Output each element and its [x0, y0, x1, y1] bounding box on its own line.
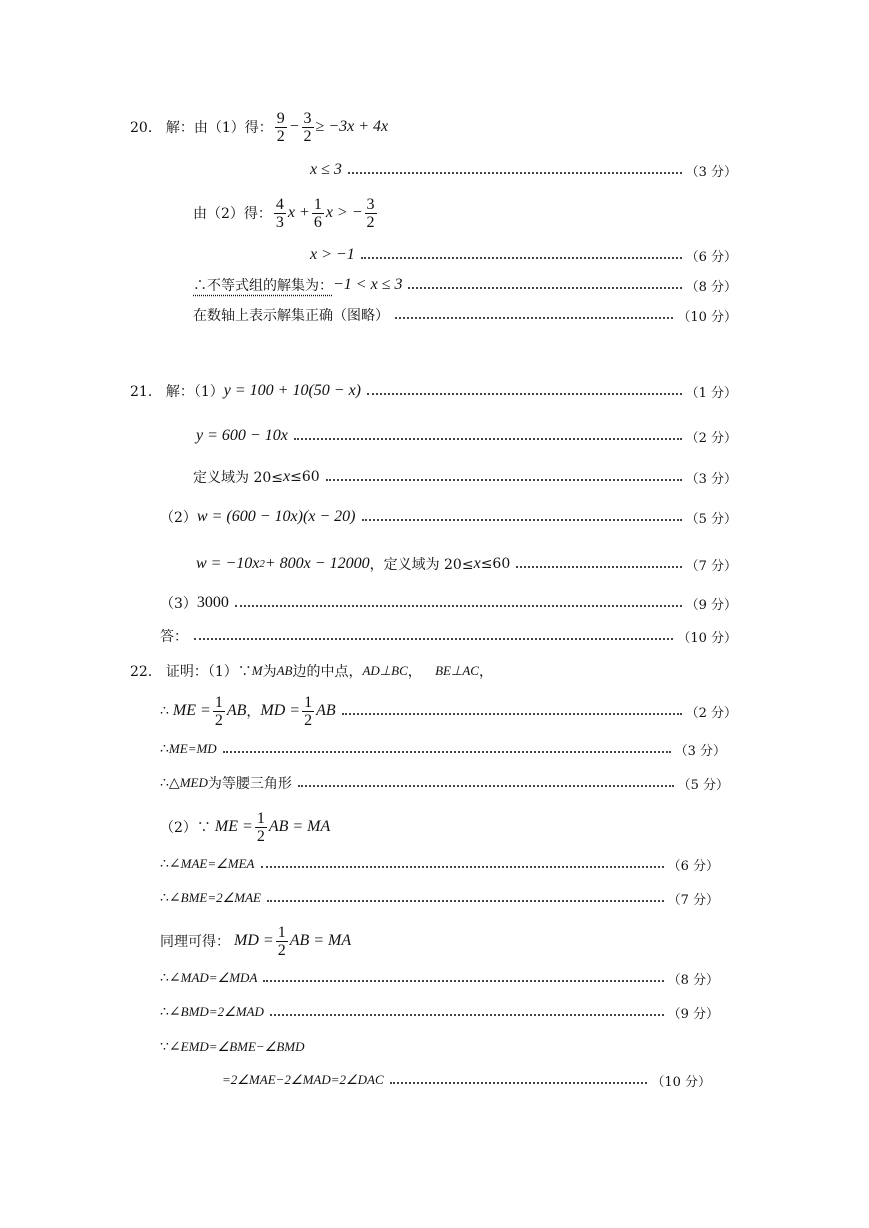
- q22-l1-pre: ∴: [160, 703, 169, 719]
- q20-score3: （8 分）: [685, 279, 737, 295]
- q22-l4-left: ME =: [214, 818, 253, 835]
- q22-score5: （7 分）: [667, 892, 719, 908]
- q22-l7-frac: $\frac{1}{2}$: [277, 923, 286, 959]
- q22-line6: [160, 853, 719, 875]
- q21-domain-post: ≤60: [290, 469, 320, 485]
- q22-score2: （3 分）: [674, 743, 726, 759]
- leader-dots: [263, 980, 663, 982]
- q21-p3-val: 3000: [196, 594, 229, 611]
- q20-line4: [310, 244, 737, 266]
- q22-l1-eq2-left: MD =: [260, 702, 301, 719]
- q20-f2-tail: x > −: [325, 204, 363, 221]
- q21-score4: （5 分）: [685, 511, 737, 527]
- q20-number: 20．: [130, 120, 162, 136]
- q22-l1-eq1-left: ME =: [172, 702, 211, 719]
- q20-line2: [310, 159, 737, 181]
- q20-score2: （6 分）: [685, 249, 737, 265]
- q22-l4-right: AB = MA: [268, 818, 331, 835]
- q22-l1-eq1-right: AB: [226, 702, 247, 719]
- leader-dots: [270, 1014, 664, 1016]
- q22-l10-pre: ∵∠: [160, 1039, 181, 1055]
- leader-dots: [298, 785, 674, 787]
- q21-p2-label: （2）: [160, 510, 197, 526]
- q22-l1-frac1: $\frac{1}{2}$: [214, 693, 223, 729]
- q22-l10-text: EMD=∠BME−∠BMD: [180, 1039, 305, 1054]
- q21-p2-eq2-sup: 2: [259, 558, 265, 570]
- q22-score3: （5 分）: [677, 777, 729, 793]
- q22-score1: （2 分）: [685, 705, 737, 721]
- q20-frac-4: $\frac{1}{6}$: [313, 195, 322, 231]
- q22-l3-post: 为等腰三角形: [207, 776, 292, 792]
- q22-l9-text: BMD=2∠MAD: [180, 1004, 264, 1019]
- leader-dots: [408, 287, 681, 289]
- q20-line6: [193, 304, 737, 326]
- q20-f2-mid: x +: [287, 204, 310, 221]
- q21-score6: （9 分）: [685, 597, 737, 613]
- q22-l4-frac: $\frac{1}{2}$: [256, 809, 265, 845]
- q22-l1-frac2: $\frac{1}{2}$: [304, 693, 313, 729]
- leader-dots: [235, 605, 682, 607]
- q20-minus: −: [288, 118, 300, 135]
- leader-dots: [194, 638, 673, 640]
- q22-number: 22．: [130, 664, 162, 680]
- q22-line5: [160, 810, 330, 844]
- q21-line7: [160, 625, 737, 647]
- q21-domain-x: x: [283, 468, 291, 485]
- q22-score8: （10 分）: [651, 1074, 711, 1090]
- q21-score1: （1 分）: [685, 385, 737, 401]
- q22-line4: [160, 772, 729, 794]
- q20-ineq1-tail: ≥ −3x + 4x: [315, 118, 389, 135]
- leader-dots: [267, 900, 664, 902]
- leader-dots: [367, 393, 682, 395]
- q22-l9-pre: ∴∠: [160, 1004, 181, 1020]
- q20-frac-3: $\frac{4}{3}$: [275, 195, 284, 231]
- q22-l2-pre: ∴: [160, 741, 169, 757]
- q22-line2: [160, 694, 737, 728]
- q21-p2-domain-pre: ，定义域为 20≤: [369, 557, 474, 573]
- q22-intro-post: 边的中点，: [292, 664, 363, 680]
- q22-line8: [160, 924, 351, 958]
- q21-number: 21．: [130, 384, 162, 400]
- q21-domain-pre: 定义域为 20≤: [193, 470, 283, 486]
- q22-l7-left: MD =: [234, 932, 274, 949]
- q22-line9: [160, 967, 719, 989]
- q20-frac-5: $\frac{3}{2}$: [366, 195, 375, 231]
- q22-score6: （8 分）: [667, 972, 719, 988]
- leader-dots: [223, 751, 671, 753]
- q22-intro-ab: AB: [276, 663, 293, 678]
- q20-line3: [193, 196, 379, 230]
- q21-score3: （3 分）: [685, 471, 737, 487]
- leader-dots: [362, 519, 682, 521]
- q22-intro-cond1: AD⊥BC: [362, 663, 408, 678]
- q21-line6: [160, 592, 737, 614]
- leader-dots: [348, 172, 682, 174]
- q21-p2-domain-x: x: [473, 555, 481, 572]
- q20-result1: x ≤ 3: [310, 161, 342, 178]
- q22-line7: [160, 887, 719, 909]
- q22-line3: [160, 738, 726, 760]
- q21-line2: [196, 425, 737, 447]
- q22-score4: （6 分）: [667, 858, 719, 874]
- q20-result2: x > −1: [310, 246, 355, 263]
- q22-intro-pre: 证明：（1）∵: [165, 664, 252, 680]
- leader-dots: [261, 866, 664, 868]
- q22-intro-m: M: [251, 663, 263, 678]
- q20-line1: [130, 109, 389, 145]
- q22-line11: [160, 1036, 305, 1058]
- q20-score4: （10 分）: [677, 309, 737, 325]
- q22-l3-tri: MED: [179, 775, 208, 790]
- q22-l8-pre: ∴∠: [160, 970, 181, 986]
- q22-l5-pre: ∴∠: [160, 856, 181, 872]
- leader-dots: [361, 257, 682, 259]
- q21-line4: [160, 506, 737, 528]
- q21-p2-domain-post: ≤60: [480, 556, 511, 572]
- q22-l11-text: =2∠MAE−2∠MAD=2∠DAC: [222, 1072, 384, 1087]
- q20-frac-1: $\frac{9}{2}$: [276, 109, 285, 145]
- q20-score1: （3 分）: [685, 164, 737, 180]
- q20-intro: 解：由（1）得：: [165, 120, 273, 136]
- q22-l7-label: 同理可得：: [160, 934, 230, 950]
- q22-line1: [130, 660, 493, 682]
- leader-dots: [390, 1082, 648, 1084]
- q21-line5: [196, 553, 737, 575]
- q20-intro2: 由（2）得：: [193, 206, 272, 222]
- q21-p1-label: 解：（1）: [165, 384, 224, 400]
- q22-l6-text: BME=2∠MAE: [180, 890, 261, 905]
- q22-l2-text: ME=MD: [168, 741, 217, 756]
- q21-p1-eq2: y = 600 − 10x: [196, 427, 288, 444]
- q22-line10: [160, 1001, 719, 1023]
- q21-p2-eq2-post: + 800x − 12000: [264, 555, 370, 572]
- leader-dots: [342, 713, 682, 715]
- q20-number-line: 在数轴上表示解集正确（图略）: [193, 308, 389, 324]
- q22-intro-end: ，: [478, 664, 493, 680]
- q22-l1-eq2-right: AB: [316, 702, 336, 719]
- q20-solution-label: ∴不等式组的解集为：: [193, 278, 333, 294]
- q22-l6-pre: ∴∠: [160, 890, 181, 906]
- q22-intro-mid: 为: [262, 664, 277, 680]
- q22-line12: [222, 1069, 711, 1091]
- q21-answer-label: 答：: [160, 629, 188, 645]
- q21-score5: （7 分）: [685, 558, 737, 574]
- q21-line3: [193, 466, 737, 488]
- q21-p2-eq2-pre: w = −10x: [196, 555, 260, 572]
- q22-l4-label: （2）∵: [160, 820, 211, 836]
- q22-l3-pre: ∴△: [160, 775, 180, 791]
- q21-line1: [130, 380, 737, 402]
- q20-frac-2: $\frac{3}{2}$: [303, 109, 312, 145]
- q22-intro-cond2: BE⊥AC: [435, 663, 479, 678]
- q21-score7: （10 分）: [677, 630, 737, 646]
- q20-solution: −1 < x ≤ 3: [333, 276, 403, 293]
- q20-line5: [193, 274, 737, 296]
- q22-score7: （9 分）: [667, 1006, 719, 1022]
- q21-p2-eq: w = (600 − 10x)(x − 20): [196, 508, 356, 525]
- leader-dots: [516, 566, 681, 568]
- q21-p1-eq: y = 100 + 10(50 − x): [223, 382, 361, 399]
- q21-score2: （2 分）: [685, 430, 737, 446]
- q22-l8-text: MAD=∠MDA: [180, 970, 258, 985]
- leader-dots: [395, 317, 673, 319]
- leader-dots: [294, 438, 682, 440]
- leader-dots: [326, 479, 682, 481]
- q22-l1-comma: ，: [246, 704, 261, 720]
- q22-l7-right: AB = MA: [289, 932, 352, 949]
- q22-l5-text: MAE=∠MEA: [180, 856, 255, 871]
- q21-p3-label: （3）: [160, 596, 197, 612]
- q22-intro-sep: ，: [407, 664, 436, 680]
